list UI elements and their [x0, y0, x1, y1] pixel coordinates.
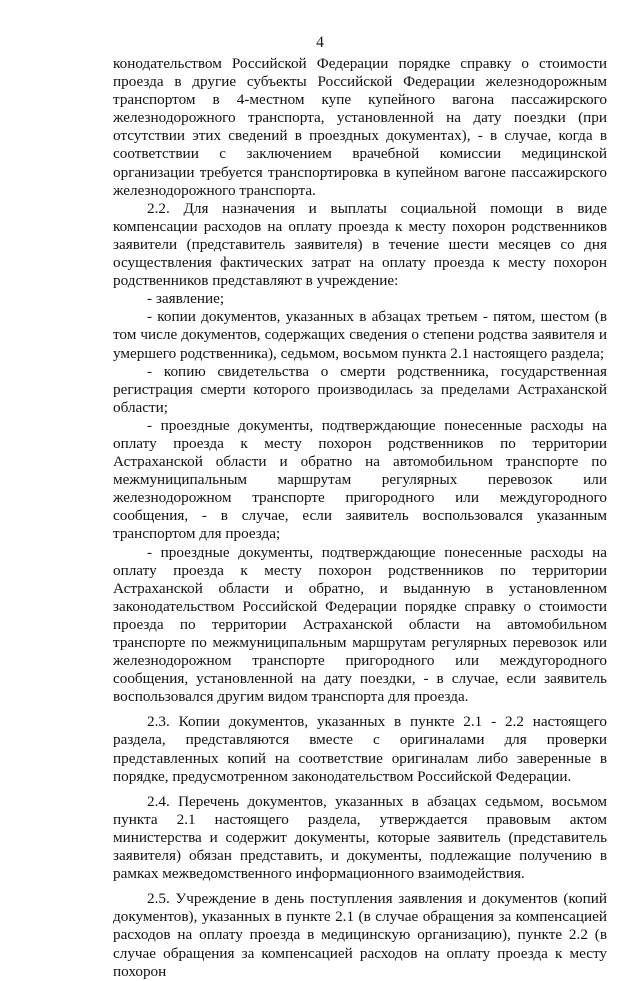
list-item-death-certificate: - копию свидетельства о смерти родственника, государственная регистрация смерти которого производилась за пределами Астраханской области; — [113, 362, 607, 416]
paragraph-2-3: 2.3. Копии документов, указанных в пункте 2.1 - 2.2 настоящего раздела, представляются вместе с оригиналами для проверки представленных копий на соответствие оригиналам либо заверенные в порядке, предусмотренном законодательством Российской Федерации. — [113, 713, 607, 785]
page-number: 4 — [316, 34, 324, 51]
paragraph-2-5: 2.5. Учреждение в день поступления заявления и документов (копий документов), указанных в пункте 2.1 (в случае обращения за компенсацией расходов на оплату проезда в медицинскую организацию), пункте 2.2 (в случае обращения за компенсацией расходов на оплату проезда к месту похорон — [113, 890, 607, 980]
list-item-travel-documents-other: - проездные документы, подтверждающие понесенные расходы на оплату проезда к месту похорон родственников по территории Астраханской области и обратно, и выданную в установленном законодательством Российской Федерации порядке справку о стоимости проезда по территории Астраханской области на автомобильном транспорте по межмуниципальным маршрутам регулярных перевозок или железнодорожном транспорте пригородного или междугородного сообщения, установленной на дату поездки, - в случае, если заявитель воспользовался другим видом транспорта для проезда. — [113, 543, 607, 706]
list-item-application: - заявление; — [147, 290, 225, 308]
paragraph-2-4: 2.4. Перечень документов, указанных в абзацах седьмом, восьмом пункта 2.1 настоящего раздела, утверждается правовым актом министерства и содержит документы, которые заявитель (представитель заявителя) обязан представить, и документы, подлежащие получению в рамках межведомственного информационного взаимодействия. — [113, 792, 607, 883]
document-body — [113, 55, 607, 981]
paragraph-2-2: 2.2. Для назначения и выплаты социальной помощи в виде компенсации расходов на оплату проезда к месту похорон родственников заявители (представитель заявителя) в течение шести месяцев со дня осуществления фактических затрат на оплату проезда к месту похорон родственников представляют в учреждение: — [113, 199, 607, 290]
list-item-travel-documents: - проездные документы, подтверждающие понесенные расходы на оплату проезда к месту похорон родственников по территории Астраханской области и обратно на автомобильном транспорте по межмуниципальным маршрутам регулярных перевозок или железнодорожном транспорте пригородного или междугородного сообщения, - в случае, если заявитель воспользовался указанным транспортом для проезда; — [113, 416, 607, 543]
list-item-document-copies: - копии документов, указанных в абзацах третьем - пятом, шестом (в том числе документов, содержащих сведения о степени родства заявителя и умершего родственника), седьмом, восьмом пункта 2.1 настоящего раздела; — [113, 308, 607, 362]
paragraph-continuation: конодательством Российской Федерации порядке справку о стоимости проезда в другие субъекты Российской Федерации железнодорожным транспортом в 4-местном купе купейного вагона пассажирского железнодорожного транспорта, установленной на дату поездки (при отсутствии этих сведений в проездных документах), - в случае, когда в соответствии с заключением врачебной комиссии медицинской организации требуется транспортировка в купейном вагоне пассажирского железнодорожного транспорта. — [113, 55, 607, 199]
